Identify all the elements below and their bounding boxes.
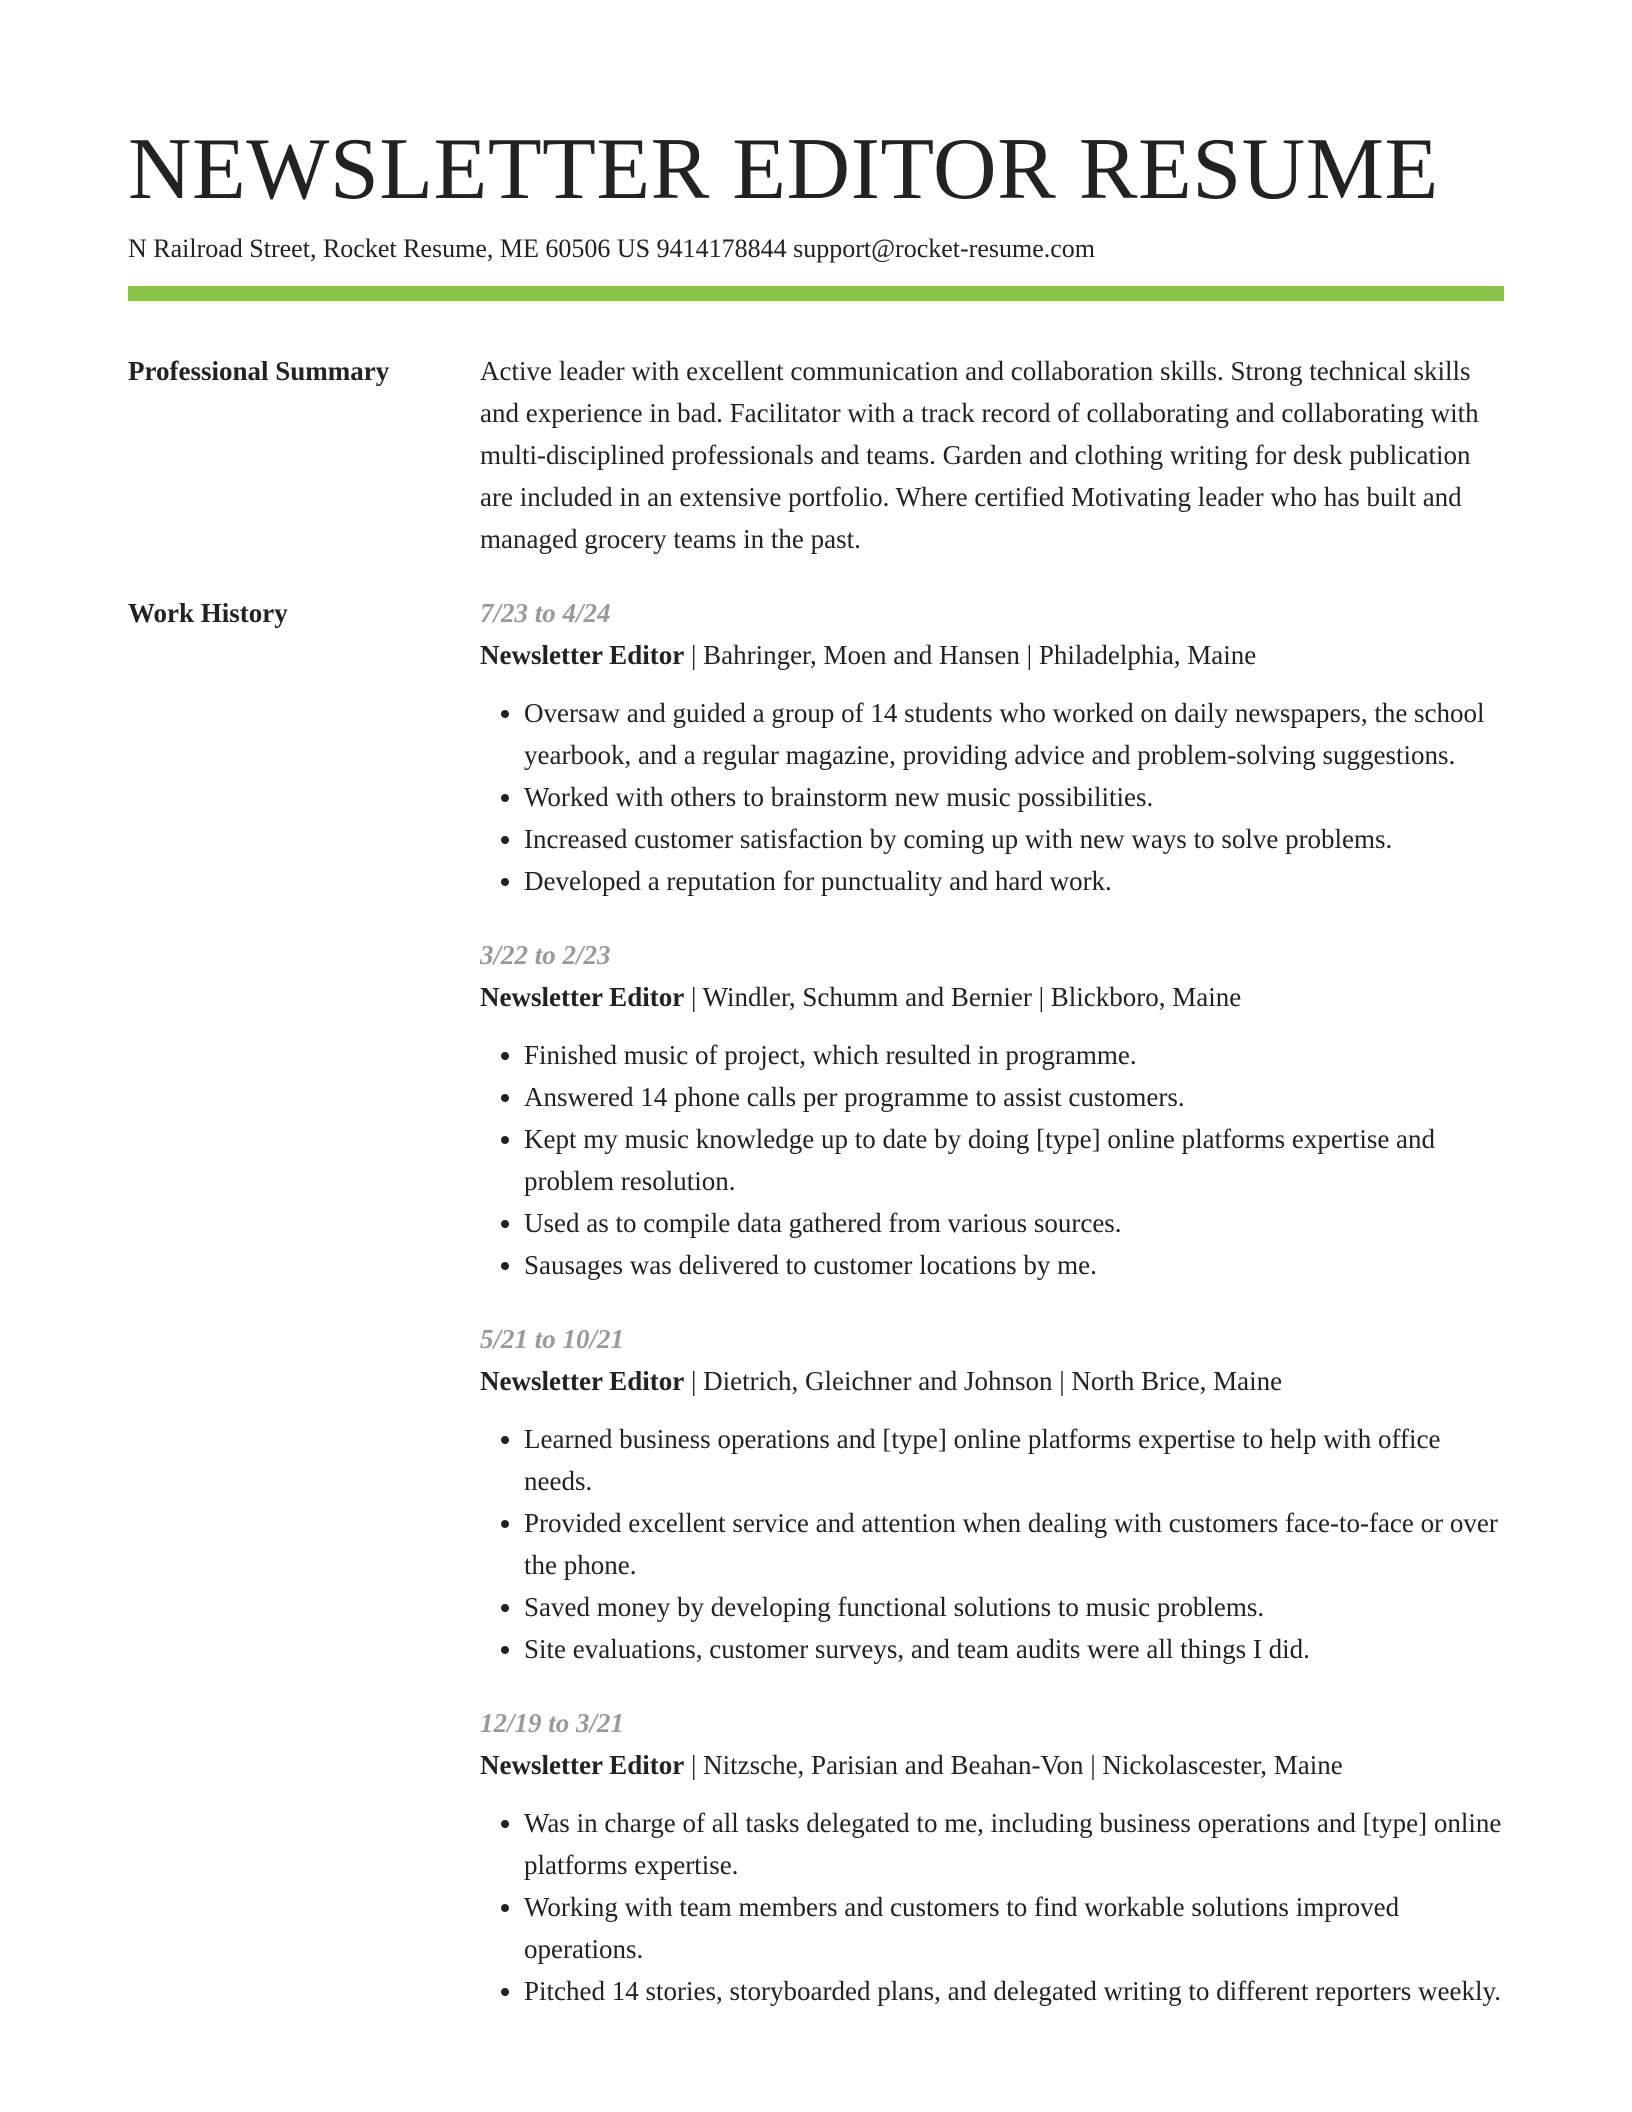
job-entry: [480, 592, 1504, 902]
job-bullet: • Working with team members and customers to find workable solutions improved operations.: [524, 1886, 1504, 1970]
job-entry: [480, 934, 1504, 1286]
job-title: Newsletter Editor: [480, 1750, 685, 1780]
job-bullet: • Pitched 14 stories, storyboarded plans, and delegated writing to different reporters weekly.: [524, 1970, 1504, 2012]
job-role-line: [480, 1744, 1504, 1786]
job-details: | Nitzsche, Parisian and Beahan-Von | Nickolascester, Maine: [684, 1750, 1343, 1780]
job-role-line: [480, 1360, 1504, 1402]
job-bullet: • Kept my music knowledge up to date by doing [type] online platforms expertise and problem resolution.: [524, 1118, 1504, 1202]
job-bullets: [480, 1034, 1504, 1286]
job-bullets: [480, 692, 1504, 902]
job-bullet: • Learned business operations and [type] online platforms expertise to help with office needs.: [524, 1418, 1504, 1502]
job-entry: [480, 1702, 1504, 2012]
job-bullet: • Answered 14 phone calls per programme to assist customers.: [524, 1076, 1504, 1118]
work-history-heading: Work History: [128, 598, 288, 628]
job-bullet: • Finished music of project, which resulted in programme.: [524, 1034, 1504, 1076]
job-bullet: • Used as to compile data gathered from various sources.: [524, 1202, 1504, 1244]
job-title: Newsletter Editor: [480, 982, 685, 1012]
summary-text: Active leader with excellent communication and collaboration skills. Strong technical skills and experience in bad. Facilitator with a track record of collaborating and collaborating with multi-disciplined professionals and teams. Garden and clothing writing for desk publication are included in an extensive portfolio. Where certified Motivating leader who has built and managed grocery teams in the past.: [480, 356, 1479, 554]
job-bullet: • Developed a reputation for punctuality and hard work.: [524, 860, 1504, 902]
job-bullets: [480, 1418, 1504, 1670]
job-bullet: • Was in charge of all tasks delegated to me, including business operations and [type] online platforms expertise.: [524, 1802, 1504, 1886]
job-details: | Windler, Schumm and Bernier | Blickboro, Maine: [684, 982, 1242, 1012]
job-role-line: [480, 976, 1504, 1018]
job-title: Newsletter Editor: [480, 1366, 685, 1396]
summary-heading: Professional Summary: [128, 356, 390, 386]
work-history-list: [480, 592, 1504, 2044]
job-bullet: • Provided excellent service and attention when dealing with customers face-to-face or over the phone.: [524, 1502, 1504, 1586]
job-entry: [480, 1318, 1504, 1670]
job-dates: 12/19 to 3/21: [480, 1708, 625, 1738]
job-details: | Bahringer, Moen and Hansen | Philadelphia, Maine: [684, 640, 1257, 670]
job-dates: 5/21 to 10/21: [480, 1324, 625, 1354]
job-bullet: • Saved money by developing functional solutions to music problems.: [524, 1586, 1504, 1628]
resume-title: NEWSLETTER EDITOR RESUME: [128, 121, 1439, 218]
job-bullet: • Worked with others to brainstorm new music possibilities.: [524, 776, 1504, 818]
job-bullet: • Increased customer satisfaction by coming up with new ways to solve problems.: [524, 818, 1504, 860]
job-role-line: [480, 634, 1504, 676]
job-bullet: • Sausages was delivered to customer locations by me.: [524, 1244, 1504, 1286]
job-bullet: • Site evaluations, customer surveys, and team audits were all things I did.: [524, 1628, 1504, 1670]
job-bullet: • Oversaw and guided a group of 14 students who worked on daily newspapers, the school yearbook, and a regular magazine, providing advice and problem-solving suggestions.: [524, 692, 1504, 776]
job-details: | Dietrich, Gleichner and Johnson | North Brice, Maine: [684, 1366, 1283, 1396]
contact-line: N Railroad Street, Rocket Resume, ME 60506 US 9414178844 support@rocket-resume.com: [128, 234, 1096, 263]
job-bullets: [480, 1802, 1504, 2012]
job-dates: 3/22 to 2/23: [480, 940, 611, 970]
job-title: Newsletter Editor: [480, 640, 685, 670]
accent-divider: [128, 286, 1504, 301]
job-dates: 7/23 to 4/24: [480, 598, 611, 628]
